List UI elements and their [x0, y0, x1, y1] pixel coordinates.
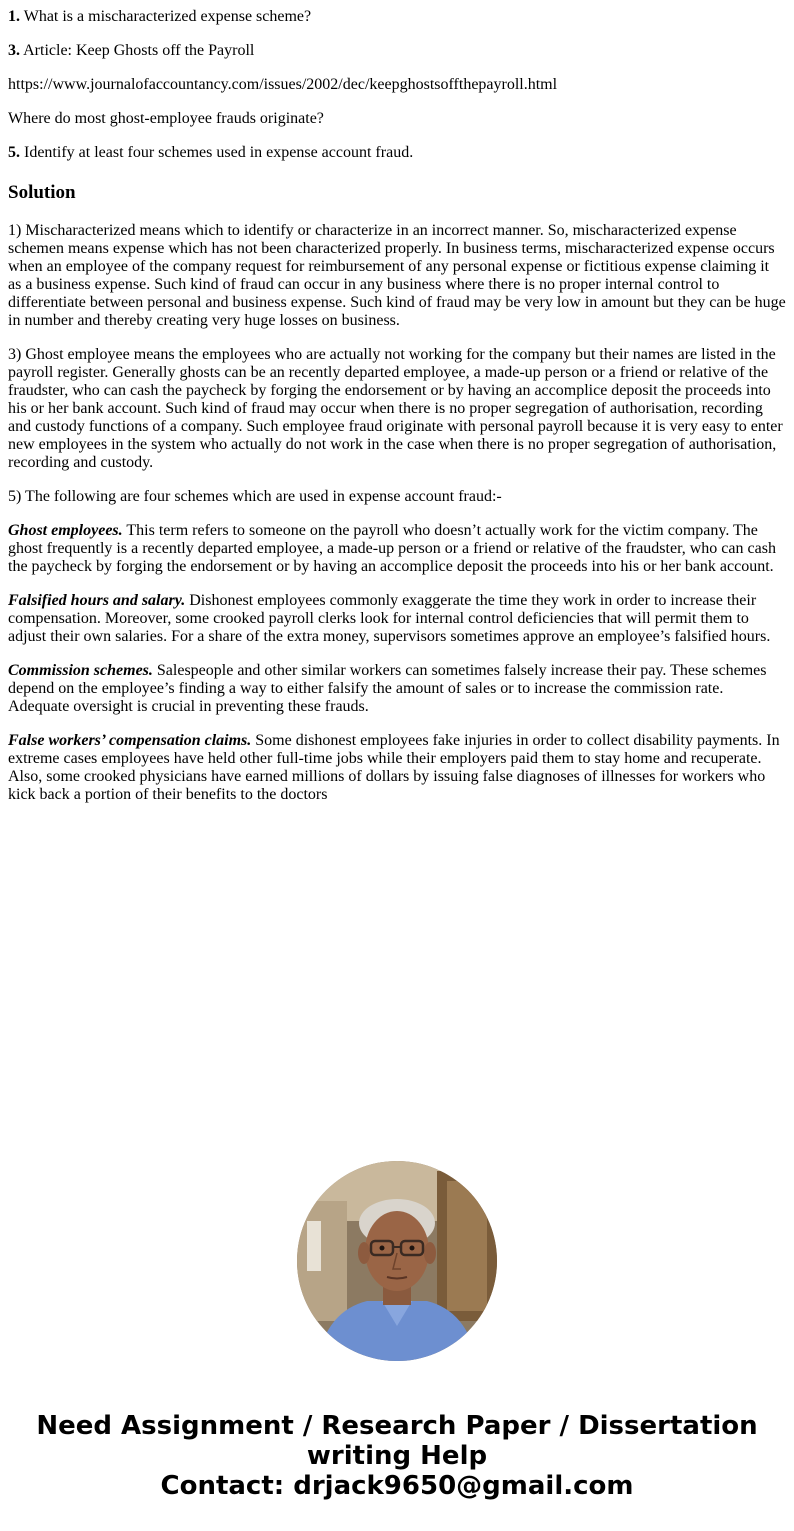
- promo-line: writing Help: [306, 1441, 488, 1471]
- solution-heading: Solution: [8, 182, 76, 203]
- promo-line: Need Assignment / Research Paper / Dissertation: [36, 1411, 758, 1441]
- answer-5-intro: 5) The following are four schemes which are used in expense account fraud:-: [8, 488, 502, 505]
- scheme-text: Salespeople and other similar workers can sometimes falsely increase their pay. These schemes depend on the employee’s finding a way to either falsify the amount of sales or to increase the commission rate. Adequate oversight is crucial in preventing these frauds.: [8, 662, 767, 715]
- answer-1: 1) Mischaracterized means which to identify or characterize in an incorrect manner. So, mischaracterized expense schemen means expense which has not been characterized properly. In business terms, mischaracterized expense occurs when an employee of the company request for reimbursement of any personal expense or fictitious expense claiming it as a business expense. Such kind of fraud can occur in any business where there is no proper internal control to differentiate between personal and business expense. Such kind of fraud may be very low in amount but they can be huge in number and thereby creating very huge losses on business.: [8, 222, 786, 329]
- scheme-falsified-hours: [8, 592, 786, 646]
- article-question: Where do most ghost-employee frauds originate?: [8, 110, 324, 127]
- scheme-title: Ghost employees.: [8, 522, 123, 539]
- question-text: Article: Keep Ghosts off the Payroll: [20, 42, 255, 59]
- scheme-title: False workers’ compensation claims.: [8, 732, 252, 749]
- scheme-commission: [8, 662, 786, 716]
- scheme-text: Some dishonest employees fake injuries in order to collect disability payments. In extreme cases employees have held other full-time jobs while their employers paid them to stay home and recuperate. Also, some crooked physicians have earned millions of dollars by issuing false diagnoses of illnesses for workers who kick back a portion of their benefits to the doctors: [8, 732, 780, 803]
- scheme-text: This term refers to someone on the payroll who doesn’t actually work for the victim company. The ghost frequently is a recently departed employee, a made-up person or a friend or relative of the fraudster, who can cash the paycheck by forging the endorsement or by having an accomplice deposit the proceeds into his or her bank account.: [8, 522, 776, 575]
- question-1: [8, 8, 786, 26]
- question-text: What is a mischaracterized expense scheme?: [20, 8, 312, 25]
- question-5: [8, 144, 786, 162]
- author-avatar: [297, 1161, 497, 1361]
- question-text: Identify at least four schemes used in expense account fraud.: [20, 144, 414, 161]
- question-number: 1.: [8, 8, 20, 25]
- scheme-false-workers-comp: [8, 732, 786, 804]
- answer-3: 3) Ghost employee means the employees who are actually not working for the company but their names are listed in the payroll register. Generally ghosts can be an recently departed employee, a made-up person or a friend or relative of the fraudster, who can cash the paycheck by forging the endorsement or by having an accomplice deposit the proceeds into his or her bank account. Such kind of fraud may occur when there is no proper segregation of authorisation, recording and custody functions of a company. Such employee fraud originate with personal payroll because it is very easy to enter new employees in the system who actually do not work in the case when there is no proper segregation of authorisation, recording and custody.: [8, 346, 783, 471]
- question-3: [8, 42, 786, 60]
- promo-banner: [0, 1411, 794, 1501]
- scheme-ghost-employees: [8, 522, 786, 576]
- article-url: https://www.journalofaccountancy.com/issues/2002/dec/keepghostsoffthepayroll.html: [8, 76, 558, 93]
- question-number: 3.: [8, 42, 20, 59]
- scheme-title: Falsified hours and salary.: [8, 592, 186, 609]
- scheme-title: Commission schemes.: [8, 662, 153, 679]
- scheme-text: Dishonest employees commonly exaggerate the time they work in order to increase their compensation. Moreover, some crooked payroll clerks look for internal control deficiencies that will permit them to adjust their own salaries. For a share of the extra money, supervisors sometimes approve an employee’s falsified hours.: [8, 592, 771, 645]
- question-number: 5.: [8, 144, 20, 161]
- promo-contact: Contact: drjack9650@gmail.com: [160, 1471, 634, 1501]
- document-body: [0, 8, 794, 804]
- avatar-photo: [297, 1161, 497, 1361]
